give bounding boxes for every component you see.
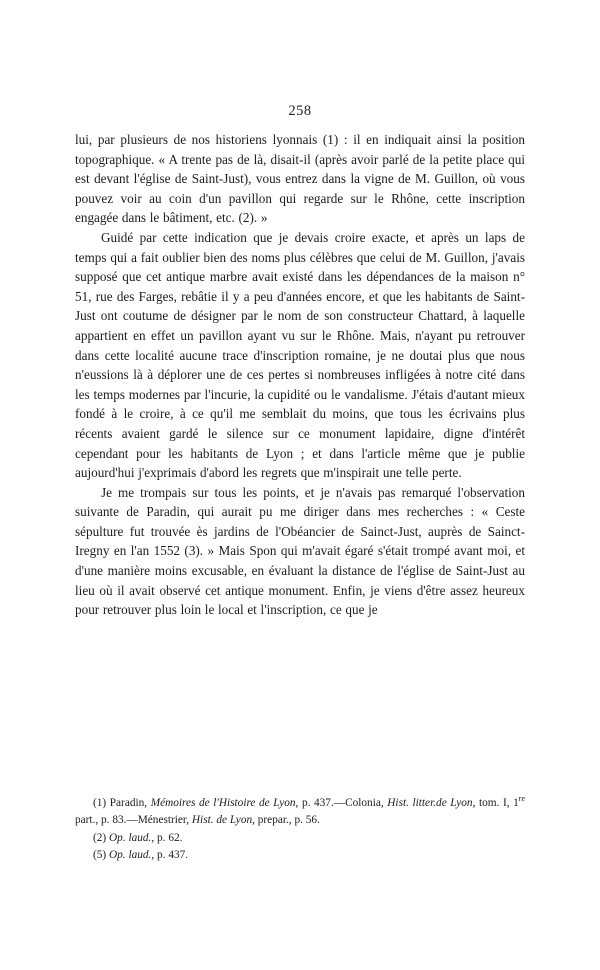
footnote-1-title-b: Hist. litter. bbox=[387, 797, 437, 809]
footnote-1-superscript: re bbox=[518, 794, 525, 804]
footnote-2 bbox=[75, 830, 525, 847]
footnote-1-text-b: , p. 437.—Colonia, bbox=[295, 797, 388, 809]
footnote-2-title: Op. laud. bbox=[109, 831, 152, 844]
footnote-1-title-c: de Lyon bbox=[436, 797, 473, 809]
footnote-1 bbox=[75, 795, 525, 830]
footnote-1-text-a: (1) Paradin, bbox=[93, 797, 151, 809]
footnote-3 bbox=[75, 847, 525, 864]
footnote-3-title: Op. laud. bbox=[109, 849, 152, 862]
footnote-1-text-d: part., p. 83.—Ménestrier, bbox=[75, 814, 192, 827]
page-number: 258 bbox=[288, 103, 312, 119]
footnote-1-text-e: , prepar., p. 56. bbox=[252, 814, 320, 827]
footnote-1-title-a: Mémoires de l'Histoire de Lyon bbox=[150, 797, 296, 809]
footnote-2-marker: (2) bbox=[93, 831, 109, 844]
footnote-3-marker: (5) bbox=[93, 849, 109, 862]
footnote-1-text-c: , tom. I, 1 bbox=[472, 797, 519, 809]
paragraph-2: Guidé par cette indication que je devais croire exacte, et après un laps de temps qui a fait oublier bien des noms plus célèbres que celui de M. Guillon, j'avais supposé que cet antique marbre avait existé dans les dépendances de la maison n° 51, rue des Farges, rebâtie il y a peu d'années encore, et que les habitants de Saint-Just ont coutume de désigner par le nom de son constructeur Chattard, à laquelle appartient en effet un pavillon ayant vu sur le Rhône. Mais, n'ayant pu retrouver dans cette localité aucune trace d'inscription romaine, je ne doutai plus que nous n'eussions là à déplorer une de ces pertes si nombreuses infligées à notre cité dans les temps modernes par l'incurie, la cupidité ou le vandalisme. J'étais d'autant mieux fondé à le croire, à ce qu'il me semblait du moins, que tous les écrivains plus récents avaient gardé le silence sur ce monument lapidaire, digne d'intérêt cependant pour les habitants de Lyon ; et dans l'article même que je publie aujourd'hui j'exprimais d'abord les regrets que m'inspirait une telle perte. bbox=[75, 229, 525, 481]
footnotes bbox=[75, 795, 525, 865]
footnote-1-title-d: Hist. de Lyon bbox=[191, 814, 253, 827]
paragraph-3: Je me trompais sur tous les points, et je n'avais pas remarqué l'observation suivante de Paradin, qui aurait pu me diriger dans mes recherches : « Ceste sépulture fut trouvée ès jardins de l'Obéancier de Sainct-Just, auprès de Sainct-Iregny en l'an 1552 (3). » Mais Spon qui m'avait égaré s'était trompé avant moi, et d'une manière moins excusable, en évaluant la distance de l'église de Saint-Just au lieu où il avait observé cet antique monument. Enfin, je viens d'être assez heureux pour retrouver plus loin le local et l'inscription, ce que je bbox=[75, 484, 525, 618]
body-text bbox=[75, 130, 525, 620]
footnote-3-text: , p. 437. bbox=[151, 849, 189, 862]
paragraph-1: lui, par plusieurs de nos historiens lyonnais (1) : il en indiquait ainsi la position topographique. « A trente pas de là, disait-il (après avoir parlé de la petite place qui est devant l'église de Saint-Just), vous entrez dans la vigne de M. Guillon, où vous pouvez voir au coin d'un pavillon qui regarde sur le Rhône, cette inscription engagée dans le bâtiment, etc. (2). » bbox=[75, 132, 525, 226]
footnote-2-text: , p. 62. bbox=[151, 831, 183, 844]
